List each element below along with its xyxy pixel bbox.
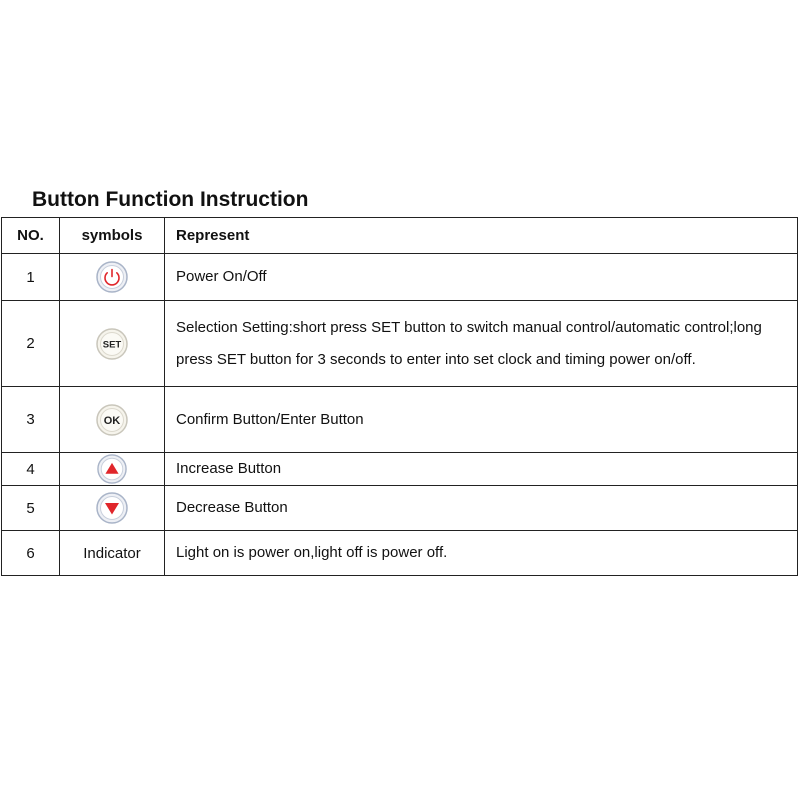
indicator-label: Indicator xyxy=(60,531,165,576)
represent-cell: Selection Setting:short press SET button to switch manual control/automatic control;long press SET button for 3 seconds to enter into set clock and timing power on/off. xyxy=(165,301,798,387)
row-number: 4 xyxy=(2,453,60,486)
ok-icon-label: OK xyxy=(103,414,121,427)
button-function-table xyxy=(1,217,798,576)
up-arrow-icon xyxy=(97,454,127,484)
table-row xyxy=(2,387,798,453)
symbol-cell xyxy=(60,453,165,486)
page-title: Button Function Instruction xyxy=(32,188,309,211)
row-number: 5 xyxy=(2,486,60,531)
represent-cell: Decrease Button xyxy=(165,486,798,531)
ok-icon xyxy=(96,404,128,436)
row-number: 3 xyxy=(2,387,60,453)
table-row xyxy=(2,531,798,576)
row-number: 1 xyxy=(2,254,60,301)
set-icon-label: SET xyxy=(102,339,122,350)
symbol-cell xyxy=(60,387,165,453)
table-row xyxy=(2,254,798,301)
down-arrow-icon xyxy=(96,492,128,524)
row-number: 2 xyxy=(2,301,60,387)
table-row xyxy=(2,301,798,387)
header-represent: Represent xyxy=(165,218,798,254)
symbol-cell xyxy=(60,486,165,531)
table-header-row xyxy=(2,218,798,254)
row-number: 6 xyxy=(2,531,60,576)
symbol-cell xyxy=(60,301,165,387)
symbol-cell xyxy=(60,254,165,301)
represent-cell: Light on is power on,light off is power off. xyxy=(165,531,798,576)
table-row xyxy=(2,486,798,531)
header-symbols: symbols xyxy=(60,218,165,254)
table-row xyxy=(2,453,798,486)
represent-cell: Power On/Off xyxy=(165,254,798,301)
represent-cell: Confirm Button/Enter Button xyxy=(165,387,798,453)
header-no: NO. xyxy=(2,218,60,254)
represent-cell: Increase Button xyxy=(165,453,798,486)
power-icon xyxy=(96,261,128,293)
set-icon xyxy=(96,328,128,360)
